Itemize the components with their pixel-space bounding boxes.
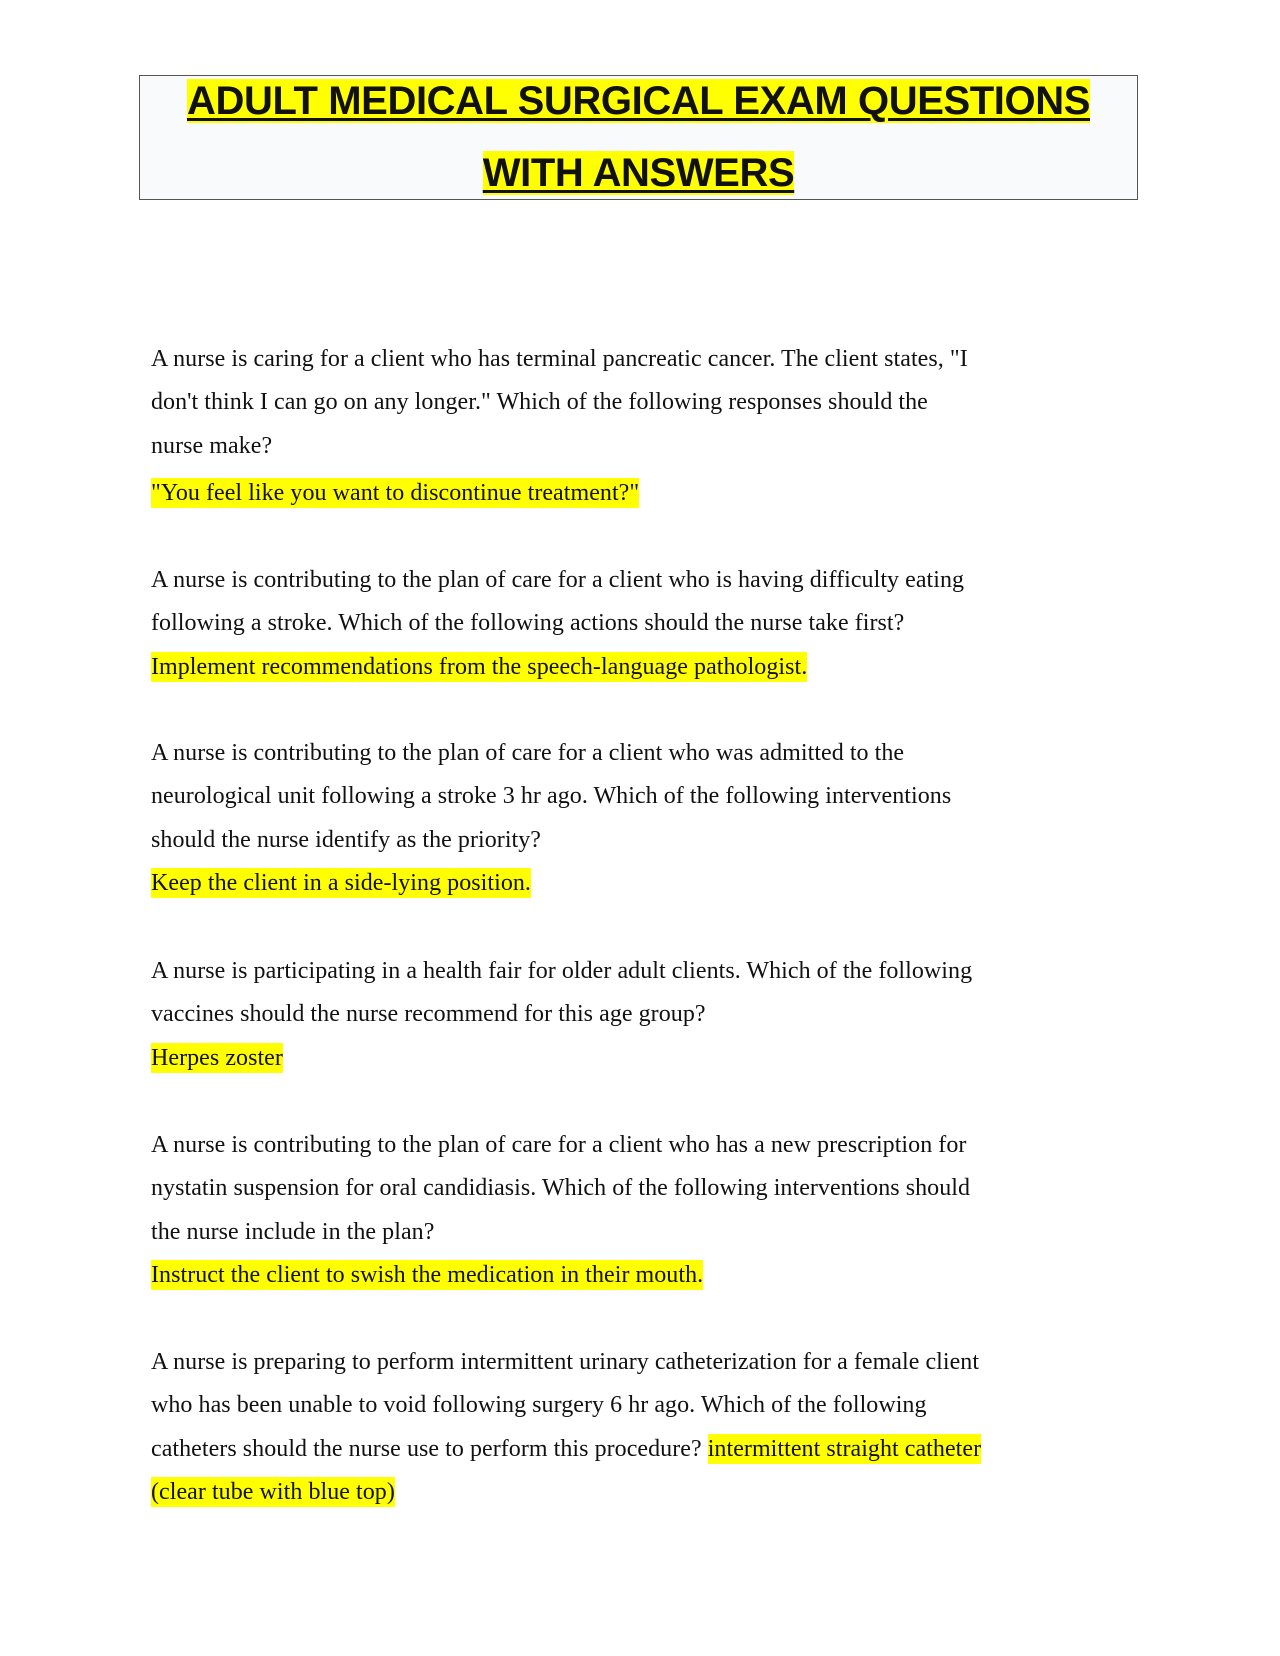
answer-line xyxy=(151,862,1111,905)
question-text: catheters should the nurse use to perform this procedure? xyxy=(151,1435,708,1462)
answer-highlight: Instruct the client to swish the medication in their mouth. xyxy=(151,1261,704,1288)
question-block-5 xyxy=(151,1124,1111,1297)
answer-highlight: Herpes zoster xyxy=(151,1044,283,1071)
answer-line xyxy=(151,1254,1111,1297)
question-text-line: should the nurse identify as the priority? xyxy=(151,826,542,853)
question-block-6 xyxy=(151,1341,1111,1514)
question-text-line: A nurse is contributing to the plan of care for a client who has a new prescription for xyxy=(151,1132,967,1158)
question-block-4 xyxy=(151,950,1111,1080)
question-text-line: nurse make? xyxy=(151,432,273,459)
answer-highlight: Implement recommendations from the speech-language pathologist. xyxy=(151,653,808,680)
question-text-line: don't think I can go on any longer." Which of the following responses should the xyxy=(151,389,928,416)
question-block-3 xyxy=(151,732,1111,905)
answer-line xyxy=(151,1471,1111,1514)
answer-highlight: Keep the client in a side-lying position. xyxy=(151,869,531,896)
answer-line xyxy=(151,472,1111,515)
question-text-line xyxy=(151,1428,1111,1471)
question-text-line: vaccines should the nurse recommend for this age group? xyxy=(151,1001,706,1028)
document-title-line-1: ADULT MEDICAL SURGICAL EXAM QUESTIONS xyxy=(186,79,1090,123)
question-block-1 xyxy=(151,338,1111,515)
title-box xyxy=(139,75,1138,200)
question-text-line: who has been unable to void following surgery 6 hr ago. Which of the following xyxy=(151,1392,927,1419)
question-text-line: A nurse is participating in a health fair for older adult clients. Which of the following xyxy=(151,958,973,984)
document-title-line-2: WITH ANSWERS xyxy=(482,151,795,195)
answer-line xyxy=(151,646,1111,689)
question-text-line: A nurse is contributing to the plan of care for a client who is having difficulty eating xyxy=(151,567,965,593)
question-text-line: A nurse is preparing to perform intermittent urinary catheterization for a female client xyxy=(151,1349,980,1375)
answer-highlight: (clear tube with blue top) xyxy=(151,1478,395,1505)
answer-line xyxy=(151,1037,1111,1080)
question-text-line: A nurse is caring for a client who has terminal pancreatic cancer. The client states, "I xyxy=(151,346,968,372)
question-text-line: nystatin suspension for oral candidiasis. Which of the following interventions should xyxy=(151,1175,971,1202)
question-block-2 xyxy=(151,559,1111,689)
answer-highlight: "You feel like you want to discontinue treatment?" xyxy=(151,479,640,506)
question-text-line: A nurse is contributing to the plan of care for a client who was admitted to the xyxy=(151,740,905,766)
question-text-line: the nurse include in the plan? xyxy=(151,1218,435,1245)
question-text-line: following a stroke. Which of the following actions should the nurse take first? xyxy=(151,610,905,637)
answer-highlight: intermittent straight catheter xyxy=(707,1435,982,1462)
question-text-line: neurological unit following a stroke 3 hr ago. Which of the following interventions xyxy=(151,783,952,810)
